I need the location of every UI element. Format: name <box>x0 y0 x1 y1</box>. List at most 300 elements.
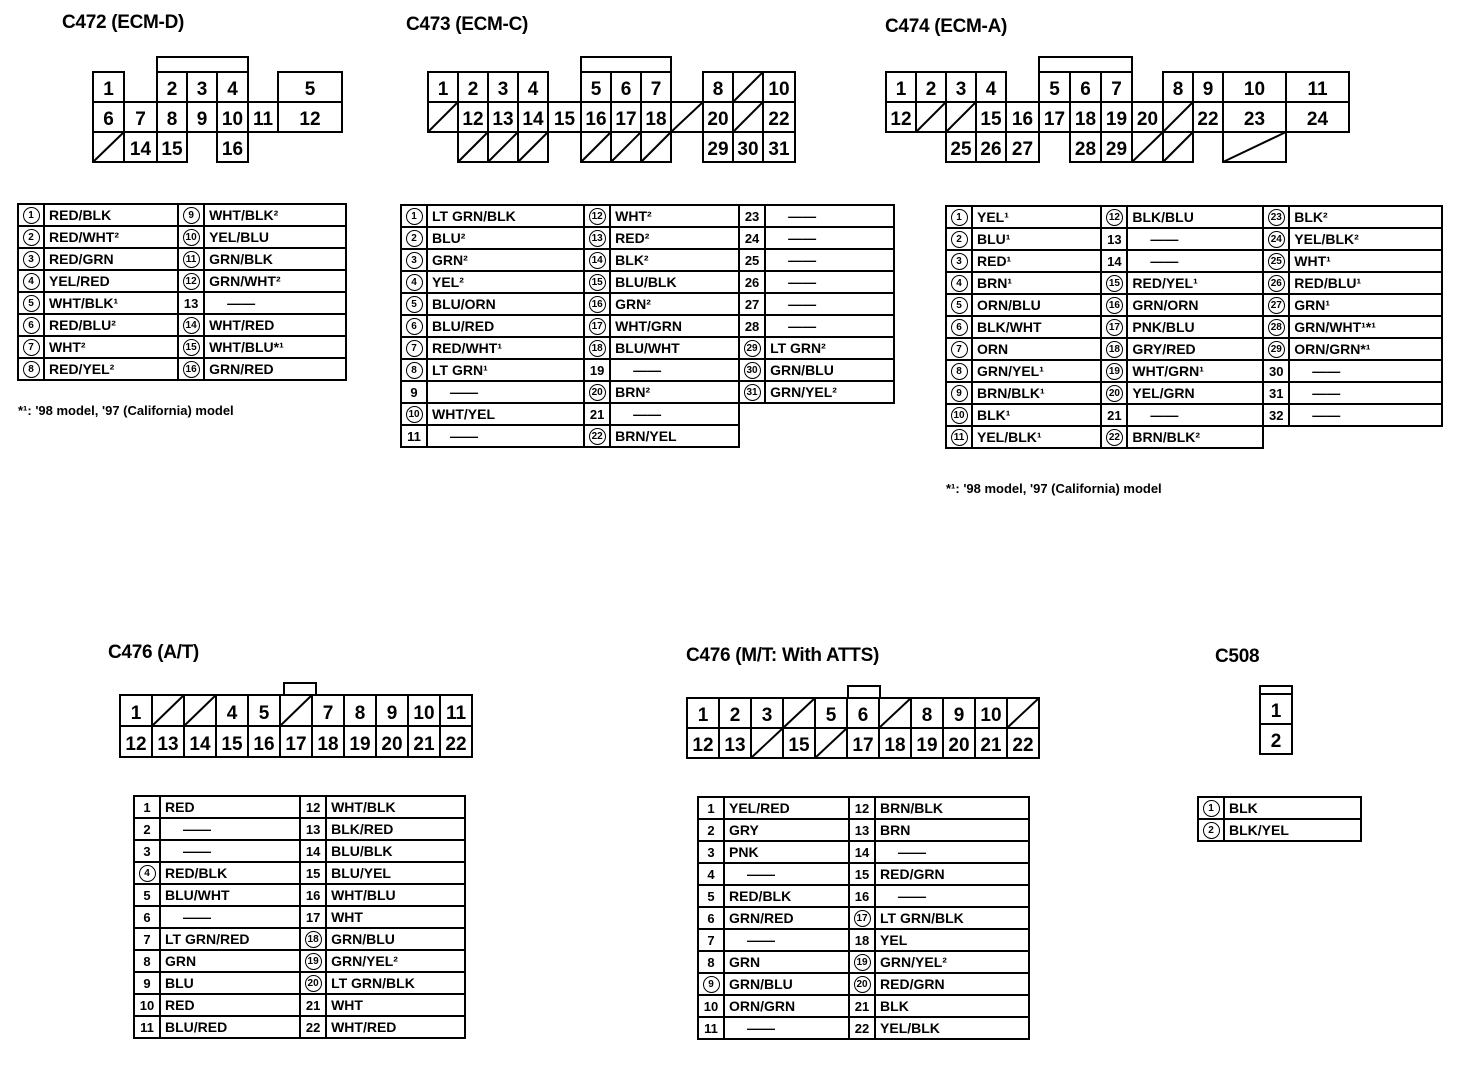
pin-number: 30 <box>1269 363 1284 379</box>
table-row <box>698 797 1029 819</box>
wire-color: WHT/BLK² <box>204 204 346 226</box>
wire-color: —— <box>1289 360 1442 382</box>
wire-color: LT GRN¹ <box>427 359 584 381</box>
cavity <box>157 57 248 72</box>
blank-cavity <box>916 102 946 132</box>
pin-number: 10 <box>951 407 968 424</box>
cavity <box>284 683 316 695</box>
pin-label: 2 <box>467 79 479 100</box>
wire-color: GRN/BLU <box>724 973 849 995</box>
pin-number: 29 <box>1268 341 1285 358</box>
pin-number: 21 <box>305 997 321 1013</box>
pin-label: 1 <box>437 79 449 100</box>
pin-number: 6 <box>143 909 151 925</box>
table-row <box>401 249 894 271</box>
table-row <box>946 272 1442 294</box>
wire-color: BRN <box>875 819 1029 841</box>
pin-number: 21 <box>1107 407 1122 423</box>
pin-number: 19 <box>305 953 322 970</box>
pin-number: 22 <box>305 1019 321 1035</box>
table-row <box>18 226 346 248</box>
wire-color: LT GRN² <box>765 337 894 359</box>
table-row <box>698 995 1029 1017</box>
pin-label: 21 <box>980 735 1002 756</box>
pin-number: 9 <box>703 976 720 993</box>
table-row <box>18 336 346 358</box>
pin-label: 3 <box>761 705 773 726</box>
pin-number: 3 <box>951 253 968 270</box>
wire-color: BLK² <box>610 249 739 271</box>
wire-color: GRN <box>724 951 849 973</box>
pin-number: 10 <box>139 997 155 1013</box>
pin-label: 20 <box>707 109 729 130</box>
table-row <box>946 316 1442 338</box>
pin-number: 12 <box>1106 209 1123 226</box>
pin-number: 4 <box>406 274 423 291</box>
wire-color: —— <box>160 818 300 840</box>
wire-color: RED <box>160 796 300 818</box>
pin-number: 11 <box>407 428 421 444</box>
wire-color: RED/GRN <box>875 973 1029 995</box>
pin-number: 12 <box>183 273 200 290</box>
wire-color: BLU/WHT <box>160 884 300 906</box>
blank-cavity <box>581 132 611 162</box>
c476-mt-pin-table <box>697 796 1030 1040</box>
wire-color: —— <box>765 293 894 315</box>
pin-label: 29 <box>707 139 729 160</box>
pin-number: 14 <box>589 252 606 269</box>
pin-label: 8 <box>1172 79 1184 100</box>
pin-number: 13 <box>305 821 321 837</box>
wire-color: BRN² <box>610 381 739 403</box>
blank-cavity <box>611 132 641 162</box>
pin-number: 16 <box>589 296 606 313</box>
wire-color: ORN/GRN*¹ <box>1289 338 1442 360</box>
blank-cavity <box>518 132 548 162</box>
pin-number: 4 <box>139 865 156 882</box>
wire-color: BRN/YEL <box>610 425 739 447</box>
blank-cavity <box>152 695 184 726</box>
c474-title: C474 (ECM-A) <box>885 16 1008 37</box>
pin-label: 19 <box>349 734 371 755</box>
table-row <box>401 227 894 249</box>
c472-pin-table <box>17 203 347 381</box>
pin-label: 4 <box>227 79 238 100</box>
table-row <box>401 271 894 293</box>
wire-color: YEL <box>875 929 1029 951</box>
wire-color: GRN/ORN <box>1127 294 1263 316</box>
pin-number: 17 <box>854 910 871 927</box>
pin-number: 12 <box>589 208 606 225</box>
pin-number: 2 <box>406 230 423 247</box>
wire-color: YEL/BLK² <box>1289 228 1442 250</box>
pin-label: 26 <box>980 139 1002 160</box>
pin-label: 15 <box>788 735 810 756</box>
pin-number: 25 <box>1268 253 1285 270</box>
pin-number: 20 <box>1106 385 1123 402</box>
pin-number: 13 <box>1107 231 1122 247</box>
pin-number: 19 <box>854 954 871 971</box>
pin-label: 8 <box>166 109 178 130</box>
pin-label: 5 <box>590 79 602 100</box>
c473-pin-table <box>400 204 895 448</box>
blank-cavity <box>1163 132 1193 162</box>
pin-number: 5 <box>23 295 40 312</box>
pin-label: 18 <box>645 109 667 130</box>
pin-label: 14 <box>522 109 544 130</box>
pin-number: 5 <box>707 888 715 904</box>
pin-label: 18 <box>884 735 906 756</box>
table-row <box>401 293 894 315</box>
pin-number: 5 <box>143 887 151 903</box>
pin-label: 9 <box>196 109 208 130</box>
wire-color: —— <box>427 425 584 447</box>
wire-color: GRN/YEL¹ <box>972 360 1101 382</box>
pin-number: 28 <box>1268 319 1285 336</box>
wire-color: GRN/BLU <box>326 928 465 950</box>
pin-number: 8 <box>23 361 40 378</box>
wire-color: —— <box>765 205 894 227</box>
table-row <box>134 972 465 994</box>
pin-number: 6 <box>406 318 423 335</box>
pin-number: 3 <box>406 252 423 269</box>
wire-color: —— <box>160 840 300 862</box>
pin-number: 13 <box>589 230 606 247</box>
pin-number: 1 <box>143 799 151 815</box>
wire-color: BRN¹ <box>972 272 1101 294</box>
wire-color: RED/BLK <box>160 862 300 884</box>
table-row <box>134 818 465 840</box>
pin-number: 16 <box>1106 297 1123 314</box>
wire-color: BRN/BLK² <box>1127 426 1263 448</box>
pin-number: 22 <box>854 1020 870 1036</box>
pin-label: 5 <box>258 703 270 724</box>
wire-color: GRY <box>724 819 849 841</box>
wire-color: BLK² <box>1289 206 1442 228</box>
table-row <box>946 338 1442 360</box>
pin-number: 18 <box>854 932 870 948</box>
wire-color: RED/BLK <box>724 885 849 907</box>
wire-color: PNK/BLU <box>1127 316 1263 338</box>
pin-number: 28 <box>744 318 760 334</box>
pin-number: 2 <box>143 821 151 837</box>
pin-label: 9 <box>1202 79 1214 100</box>
blank-cavity <box>751 728 783 758</box>
pin-label: 21 <box>413 734 435 755</box>
wire-color: RED <box>160 994 300 1016</box>
wire-color: LT GRN/BLK <box>326 972 465 994</box>
wire-color: RED/BLU¹ <box>1289 272 1442 294</box>
table-row <box>698 885 1029 907</box>
pin-label: 20 <box>381 734 403 755</box>
pin-number: 10 <box>703 998 719 1014</box>
pin-number: 17 <box>305 909 321 925</box>
wire-color: ORN/GRN <box>724 995 849 1017</box>
pin-label: 16 <box>253 734 275 755</box>
pin-label: 6 <box>857 705 869 726</box>
blank-cavity <box>458 132 488 162</box>
pin-number: 13 <box>183 295 199 311</box>
c473-title: C473 (ECM-C) <box>406 14 529 35</box>
pin-label: 23 <box>1243 109 1266 130</box>
pin-number: 23 <box>1268 209 1285 226</box>
pin-label: 20 <box>1136 109 1159 130</box>
c474-pin-table <box>945 205 1443 449</box>
table-row <box>401 425 894 447</box>
wire-color: YEL/BLK¹ <box>972 426 1101 448</box>
wire-color: WHT/GRN¹ <box>1127 360 1263 382</box>
pin-number: 1 <box>23 207 40 224</box>
pin-label: 18 <box>1074 109 1097 130</box>
table-row <box>18 358 346 380</box>
pin-number: 3 <box>707 844 715 860</box>
pin-number: 4 <box>951 275 968 292</box>
wire-color: YEL/BLU <box>204 226 346 248</box>
pin-label: 4 <box>226 703 238 724</box>
wire-color: —— <box>765 271 894 293</box>
table-row <box>401 337 894 359</box>
blank-cavity <box>428 102 458 132</box>
pin-label: 7 <box>1111 79 1122 100</box>
table-row <box>134 928 465 950</box>
wire-color: —— <box>724 929 849 951</box>
c472-title: C472 (ECM-D) <box>62 12 185 33</box>
table-row <box>1198 797 1361 819</box>
wire-color: —— <box>1127 228 1263 250</box>
pin-number: 1 <box>1203 800 1220 817</box>
blank-cavity <box>1132 132 1163 162</box>
pin-number: 15 <box>305 865 321 881</box>
pin-number: 8 <box>707 954 715 970</box>
wire-color: —— <box>610 359 739 381</box>
pin-number: 20 <box>589 384 606 401</box>
pin-label: 10 <box>413 703 435 724</box>
pin-label: 12 <box>692 735 714 756</box>
pin-number: 8 <box>406 362 423 379</box>
blank-cavity <box>280 695 312 726</box>
table-row <box>18 292 346 314</box>
blank-cavity <box>488 132 518 162</box>
pin-label: 20 <box>948 735 970 756</box>
pin-label: 14 <box>129 139 152 160</box>
pin-label: 12 <box>299 109 321 130</box>
pin-number: 9 <box>143 975 151 991</box>
wire-color: YEL/GRN <box>1127 382 1263 404</box>
wire-color: GRN² <box>427 249 584 271</box>
pin-label: 10 <box>221 109 244 130</box>
c508-pin-table <box>1197 796 1362 842</box>
wire-color: RED/WHT¹ <box>427 337 584 359</box>
c476-at-title: C476 (A/T) <box>108 642 199 663</box>
pin-label: 16 <box>221 139 244 160</box>
pin-label: 11 <box>1307 79 1328 100</box>
pin-number: 6 <box>23 317 40 334</box>
table-row <box>134 950 465 972</box>
table-row <box>401 381 894 403</box>
pin-number: 19 <box>589 362 605 378</box>
pin-number: 15 <box>183 339 200 356</box>
wire-color: GRN² <box>610 293 739 315</box>
wire-color: ORN <box>972 338 1101 360</box>
wire-color: BLK/YEL <box>1224 819 1361 841</box>
pin-label: 5 <box>304 79 316 100</box>
wire-color: LT GRN/BLK <box>875 907 1029 929</box>
pin-number: 29 <box>744 340 761 357</box>
wire-color: BLU/YEL <box>326 862 465 884</box>
wire-color: YEL/RED <box>724 797 849 819</box>
wire-color: GRN <box>160 950 300 972</box>
pin-number: 16 <box>854 888 870 904</box>
wire-color: RED/GRN <box>44 248 178 270</box>
wire-color: BLU/BLK <box>326 840 465 862</box>
pin-label: 5 <box>825 705 837 726</box>
pin-label: 15 <box>161 139 183 160</box>
pin-number: 6 <box>951 319 968 336</box>
pin-label: 12 <box>890 109 912 130</box>
pin-label: 13 <box>157 734 179 755</box>
table-row <box>401 205 894 227</box>
pin-number: 21 <box>589 406 605 422</box>
pin-label: 16 <box>585 109 607 130</box>
wire-color: —— <box>875 885 1029 907</box>
wire-color: BLU¹ <box>972 228 1101 250</box>
pin-number: 8 <box>143 953 151 969</box>
cavity <box>848 686 880 698</box>
pin-label: 25 <box>950 139 972 160</box>
pin-number: 5 <box>406 296 423 313</box>
pin-label: 16 <box>1011 109 1034 130</box>
pin-number: 25 <box>744 252 760 268</box>
wire-color: BLK <box>1224 797 1361 819</box>
wire-color: WHT <box>326 906 465 928</box>
wire-color: YEL/RED <box>44 270 178 292</box>
pin-number: 14 <box>1107 253 1122 269</box>
blank-cavity <box>671 102 703 132</box>
pin-label: 1 <box>697 705 709 726</box>
c476-mt-title: C476 (M/T: With ATTS) <box>686 645 880 666</box>
pin-number: 1 <box>406 208 423 225</box>
c508-title: C508 <box>1215 646 1260 667</box>
table-row <box>1198 819 1361 841</box>
pin-number: 20 <box>305 975 322 992</box>
wire-color: BRN/BLK <box>875 797 1029 819</box>
pin-label: 19 <box>1105 109 1128 130</box>
wire-color: RED/BLK <box>44 204 178 226</box>
pin-label: 7 <box>650 79 662 100</box>
pin-label: 31 <box>768 139 790 160</box>
table-row <box>134 796 465 818</box>
pin-number: 9 <box>183 207 200 224</box>
pin-number: 6 <box>707 910 715 926</box>
pin-label: 11 <box>445 703 467 724</box>
wire-color: GRN/BLK <box>204 248 346 270</box>
pin-number: 10 <box>183 229 200 246</box>
table-row <box>134 862 465 884</box>
pin-number: 7 <box>143 931 151 947</box>
blank-cavity <box>184 695 216 726</box>
wire-color: BLU <box>160 972 300 994</box>
pin-number: 32 <box>1269 407 1284 423</box>
pin-number: 20 <box>854 976 871 993</box>
wire-color: WHT² <box>44 336 178 358</box>
wire-color: WHT¹ <box>1289 250 1442 272</box>
pin-number: 27 <box>1268 297 1285 314</box>
table-row <box>18 270 346 292</box>
pin-label: 15 <box>553 109 576 130</box>
pin-label: 10 <box>980 705 1002 726</box>
pin-number: 2 <box>1203 822 1220 839</box>
pin-label: 2 <box>729 705 741 726</box>
pin-label: 30 <box>737 139 759 160</box>
pin-label: 27 <box>1011 139 1034 160</box>
table-row <box>946 382 1442 404</box>
blank-cavity <box>641 132 671 162</box>
pin-label: 3 <box>196 79 208 100</box>
pin-number: 11 <box>951 429 968 446</box>
wire-color: BLU/ORN <box>427 293 584 315</box>
c472-footnote: *¹: '98 model, '97 (California) model <box>18 403 234 418</box>
pin-number: 16 <box>183 361 200 378</box>
wire-color: GRN/RED <box>204 358 346 380</box>
pin-label: 8 <box>921 705 933 726</box>
pin-label: 9 <box>386 703 398 724</box>
wire-color: BLK/BLU <box>1127 206 1263 228</box>
wire-color: —— <box>724 1017 849 1039</box>
pin-number: 22 <box>1106 429 1123 446</box>
wire-color: —— <box>724 863 849 885</box>
pin-number: 31 <box>744 384 761 401</box>
pin-number: 11 <box>704 1020 718 1036</box>
wire-color: BLK/RED <box>326 818 465 840</box>
wire-color: WHT/RED <box>204 314 346 336</box>
pin-label: 22 <box>768 109 790 130</box>
pin-label: 9 <box>953 705 965 726</box>
pin-number: 5 <box>951 297 968 314</box>
pin-label: 7 <box>135 109 146 130</box>
pin-label: 24 <box>1306 109 1329 130</box>
pin-label: 1 <box>130 703 142 724</box>
wire-color: BRN/BLK¹ <box>972 382 1101 404</box>
pin-number: 21 <box>854 998 870 1014</box>
pin-number: 31 <box>1269 385 1284 401</box>
blank-cavity <box>815 728 847 758</box>
wire-color: GRN/YEL² <box>765 381 894 403</box>
blank-cavity <box>1163 102 1193 132</box>
pin-number: 19 <box>1106 363 1123 380</box>
wire-color: —— <box>875 841 1029 863</box>
pin-number: 26 <box>1268 275 1285 292</box>
pin-number: 2 <box>951 231 968 248</box>
pin-number: 18 <box>589 340 606 357</box>
pin-number: 11 <box>183 251 200 268</box>
pin-label: 29 <box>1105 139 1128 160</box>
wire-color: —— <box>610 403 739 425</box>
pin-number: 7 <box>23 339 40 356</box>
wire-color: —— <box>160 906 300 928</box>
blank-cavity <box>783 698 815 728</box>
wire-color: WHT/BLK¹ <box>44 292 178 314</box>
wire-color: BLU/RED <box>160 1016 300 1038</box>
pin-label: 18 <box>317 734 339 755</box>
pin-number: 13 <box>854 822 870 838</box>
wire-color: GRN/YEL² <box>875 951 1029 973</box>
pin-label: 22 <box>1012 735 1034 756</box>
pin-number: 10 <box>406 406 423 423</box>
table-row <box>946 294 1442 316</box>
wire-color: BLK¹ <box>972 404 1101 426</box>
pin-number: 18 <box>305 931 322 948</box>
wire-color: GRN¹ <box>1289 294 1442 316</box>
